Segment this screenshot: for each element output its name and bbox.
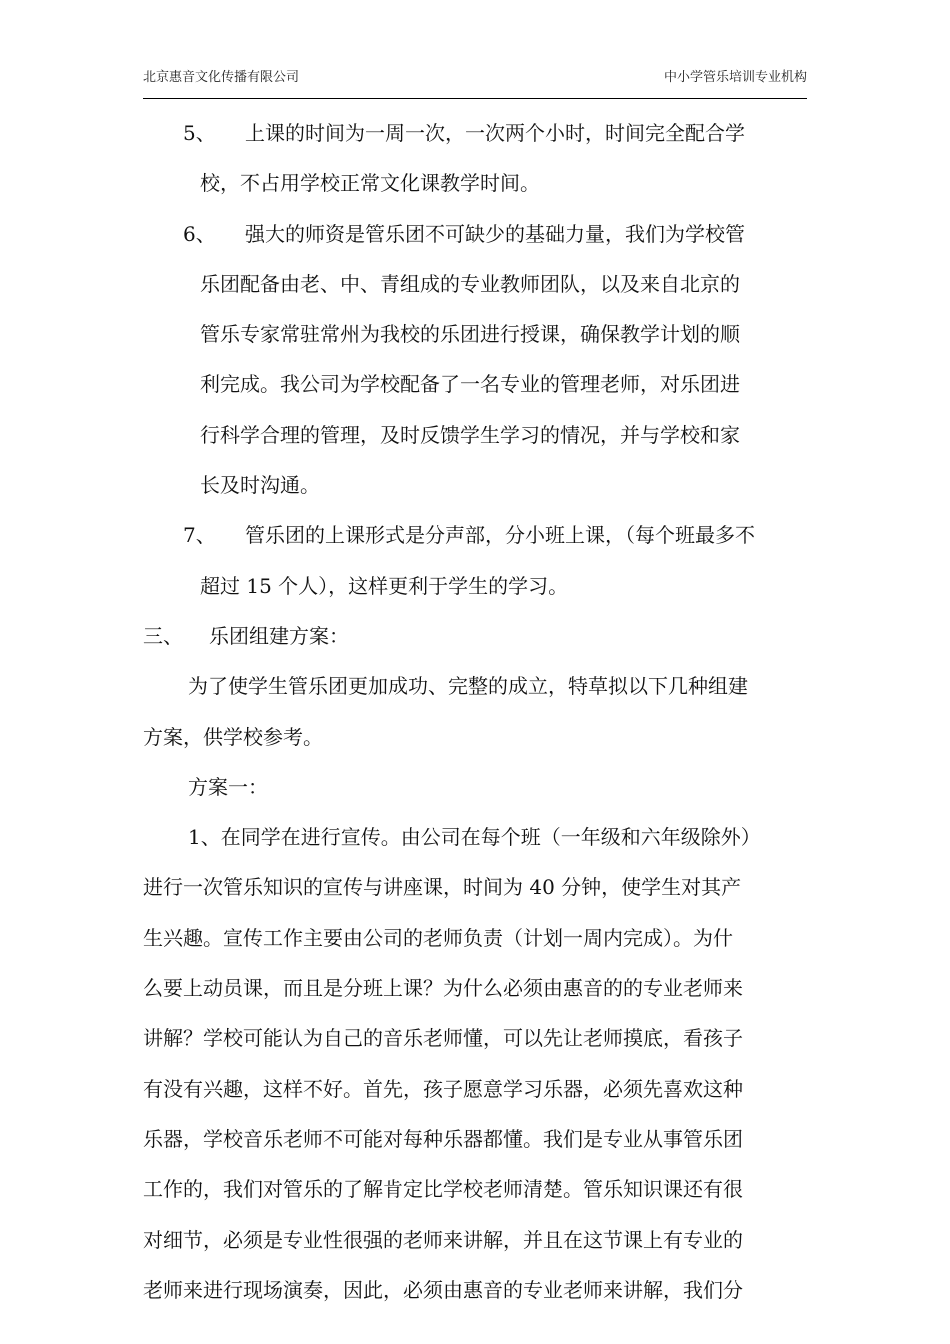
list-item-number: 7、 xyxy=(183,523,216,548)
list-item-7 xyxy=(143,510,807,611)
paragraph-line: 工作的，我们对管乐的了解肯定比学校老师清楚。管乐知识课还有很 xyxy=(143,1177,743,1202)
header-divider xyxy=(143,98,807,99)
paragraph-line: 讲解？学校可能认为自己的音乐老师懂，可以先让老师摸底，看孩子 xyxy=(143,1026,743,1051)
list-item-5 xyxy=(143,108,807,209)
list-item-number: 5、 xyxy=(183,121,216,145)
list-item-line: 超过 15 个人），这样更利于学生的学习。 xyxy=(200,573,569,598)
paragraph-line: 生兴趣。宣传工作主要由公司的老师负责（计划一周内完成）。为什 xyxy=(143,925,733,950)
list-item-line: 管乐专家常驻常州为我校的乐团进行授课，确保教学计划的顺 xyxy=(200,322,740,347)
paragraph-line: 方案，供学校参考。 xyxy=(143,724,323,749)
document-body xyxy=(143,108,807,1315)
paragraph-line: 么要上动员课，而且是分班上课？为什么必须由惠音的的专业老师来 xyxy=(143,976,743,1001)
list-item-line: 校，不占用学校正常文化课教学时间。 xyxy=(200,171,540,196)
list-item-line: 上课的时间为一周一次，一次两个小时，时间完全配合学 xyxy=(245,121,745,145)
header-tagline: 中小学管乐培训专业机构 xyxy=(663,70,807,85)
list-item-line: 强大的师资是管乐团不可缺少的基础力量，我们为学校管 xyxy=(245,221,745,246)
paragraph-line: 为了使学生管乐团更加成功、完整的成立，特草拟以下几种组建 xyxy=(188,674,748,699)
plan-paragraph xyxy=(143,812,807,1315)
paragraph-line: 1、在同学在进行宣传。由公司在每个班（一年级和六年级除外） xyxy=(188,825,761,850)
list-item-line: 管乐团的上课形式是分声部，分小班上课，（每个班最多不 xyxy=(245,523,755,548)
paragraph-line: 老师来进行现场演奏，因此，必须由惠音的专业老师来讲解，我们分 xyxy=(143,1277,743,1302)
list-item-line: 乐团配备由老、中、青组成的专业教师团队，以及来自北京的 xyxy=(200,271,740,296)
list-item-line: 长及时沟通。 xyxy=(200,473,320,498)
list-item-line: 行科学合理的管理，及时反馈学生学习的情况，并与学校和家 xyxy=(200,422,740,447)
page-header xyxy=(143,66,807,94)
list-item-number: 6、 xyxy=(183,221,216,246)
header-company-name: 北京惠音文化传播有限公司 xyxy=(143,70,300,85)
intro-paragraph xyxy=(143,661,807,762)
plan-title: 方案一： xyxy=(188,774,268,799)
paragraph-line: 对细节，必须是专业性很强的老师来讲解，并且在这节课上有专业的 xyxy=(143,1227,743,1252)
list-item-6 xyxy=(143,209,807,511)
paragraph-line: 乐器，学校音乐老师不可能对每种乐器都懂。我们是专业从事管乐团 xyxy=(143,1126,743,1151)
section-title: 乐团组建方案： xyxy=(209,623,349,648)
paragraph-line: 有没有兴趣，这样不好。首先，孩子愿意学习乐器，必须先喜欢这种 xyxy=(143,1076,743,1101)
list-item-line: 利完成。我公司为学校配备了一名专业的管理老师，对乐团进 xyxy=(200,372,740,397)
section-number: 三、 xyxy=(143,623,183,648)
paragraph-line: 进行一次管乐知识的宣传与讲座课，时间为 40 分钟，使学生对其产 xyxy=(143,875,742,900)
section-heading xyxy=(143,611,807,661)
